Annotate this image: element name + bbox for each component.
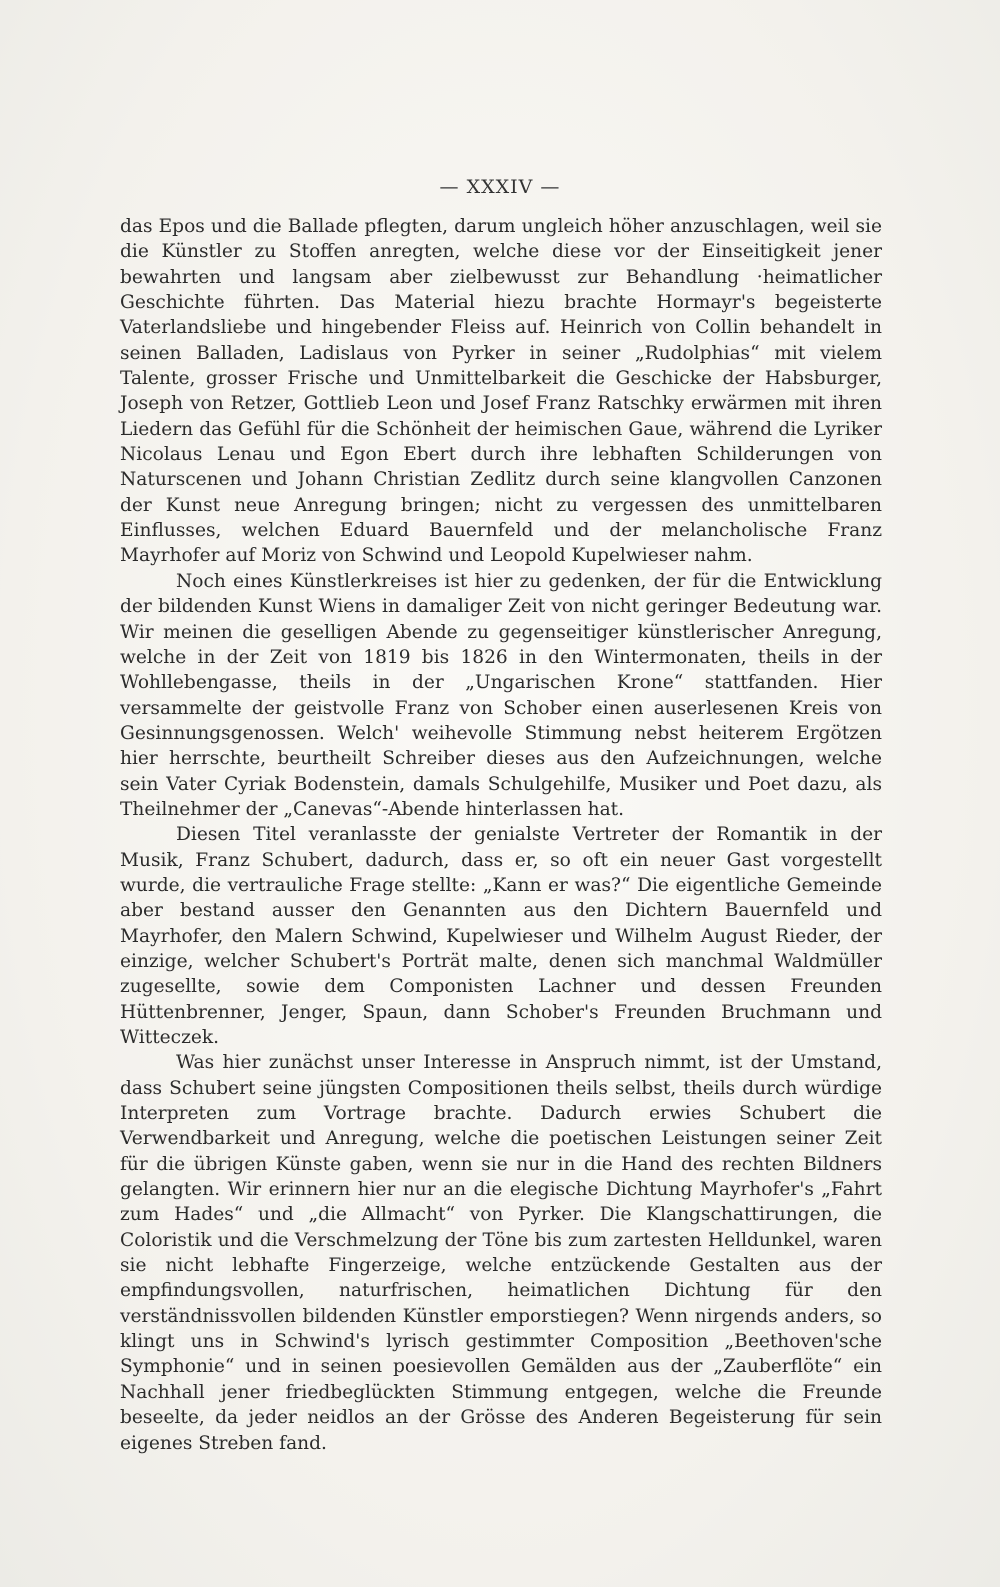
paragraph-2: Noch eines Künstlerkreises ist hier zu gedenken, der für die Entwicklung der bildenden Kunst Wiens in damaliger Zeit von nicht geringer Bedeutung war. Wir meinen die geselligen Abende zu gegenseitiger künstlerischer Anregung, welche in der Zeit von 1819 bis 1826 in den Wintermonaten, theils in der Wohllebengasse, theils in der „Ungarischen Krone“ stattfanden. Hier versammelte der geistvolle Franz von Schober einen auserlesenen Kreis von Gesinnungsgenossen. Welch' weihevolle Stimmung nebst heiterem Ergötzen hier herrschte, beurtheilt Schreiber dieses aus den Aufzeichnungen, welche sein Vater Cyriak Bodenstein, damals Schulgehilfe, Musiker und Poet dazu, als Theilnehmer der „Canevas“-Abende hinterlassen hat. bbox=[120, 570, 882, 820]
paragraph-3: Diesen Titel veranlasste der genialste Vertreter der Romantik in der Musik, Franz Schubert, dadurch, dass er, so oft ein neuer Gast vorgestellt wurde, die vertrauliche Frage stellte: „Kann er was?“ Die eigentliche Gemeinde aber bestand ausser den Genannten aus den Dichtern Bauernfeld und Mayrhofer, den Malern Schwind, Kupelwieser und Wilhelm August Rieder, der einzige, welcher Schubert's Porträt malte, denen sich manchmal Waldmüller zugesellte, sowie dem Componisten Lachner und dessen Freunden Hüttenbrenner, Jenger, Spaun, dann Schober's Freunden Bruchmann und Witteczek. bbox=[120, 824, 882, 1048]
paragraph-1: das Epos und die Ballade pflegten, darum ungleich höher anzuschlagen, weil sie die Künstler zu Stoffen anregten, welche diese vor der Einseitigkeit jener bewahrten und langsam aber zielbewusst zur Behandlung ·heimatlicher Geschichte führten. Das Material hiezu brachte Hormayr's begeisterte Vaterlandsliebe und hingebender Fleiss auf. Heinrich von Collin behandelt in seinen Balladen, Ladislaus von Pyrker in seiner „Rudolphias“ mit vielem Talente, grosser Frische und Unmittelbarkeit die Geschicke der Habsburger, Joseph von Retzer, Gottlieb Leon und Josef Franz Ratschky erwärmen mit ihren Liedern das Gefühl für die Schönheit der heimischen Gaue, während die Lyriker Nicolaus Lenau und Egon Ebert durch ihre lebhaften Schilderungen von Naturscenen und Johann Christian Zedlitz durch seine klangvollen Canzonen der Kunst neue Anregung bringen; nicht zu vergessen des unmittelbaren Einflusses, welchen Eduard Bauernfeld und der melancholische Franz Mayrhofer auf Moriz von Schwind und Leopold Kupelwieser nahm. bbox=[120, 216, 882, 567]
page-number: — XXXIV — bbox=[439, 176, 561, 198]
paragraph-4: Was hier zunächst unser Interesse in Anspruch nimmt, ist der Umstand, dass Schubert seine jüngsten Compositionen theils selbst, theils durch würdige Interpreten zum Vortrage brachte. Dadurch erwies Schubert die Verwendbarkeit und Anregung, welche die poetischen Leistungen seiner Zeit für die übrigen Künste gaben, wenn sie nur in die Hand des rechten Bildners gelangten. Wir erinnern hier nur an die elegische Dichtung Mayrhofer's „Fahrt zum Hades“ und „die Allmacht“ von Pyrker. Die Klangschattirungen, die Coloristik und die Verschmelzung der Töne bis zum zartesten Helldunkel, waren sie nicht lebhafte Fingerzeige, welche entzückende Gestalten aus der empfindungsvollen, naturfrischen, heimatlichen Dichtung für den verständnissvollen bildenden Künstler emporstiegen? Wenn nirgends anders, so klingt uns in Schwind's lyrisch gestimmter Composition „Beethoven'sche Symphonie“ und in seinen poesievollen Gemälden aus der „Zauberflöte“ ein Nachhall jener friedbeglückten Stimmung entgegen, welche die Freunde beseelte, da jeder neidlos an der Grösse des Anderen Begeisterung für sein eigenes Streben fand. bbox=[120, 1052, 882, 1454]
text-column bbox=[120, 214, 882, 1456]
